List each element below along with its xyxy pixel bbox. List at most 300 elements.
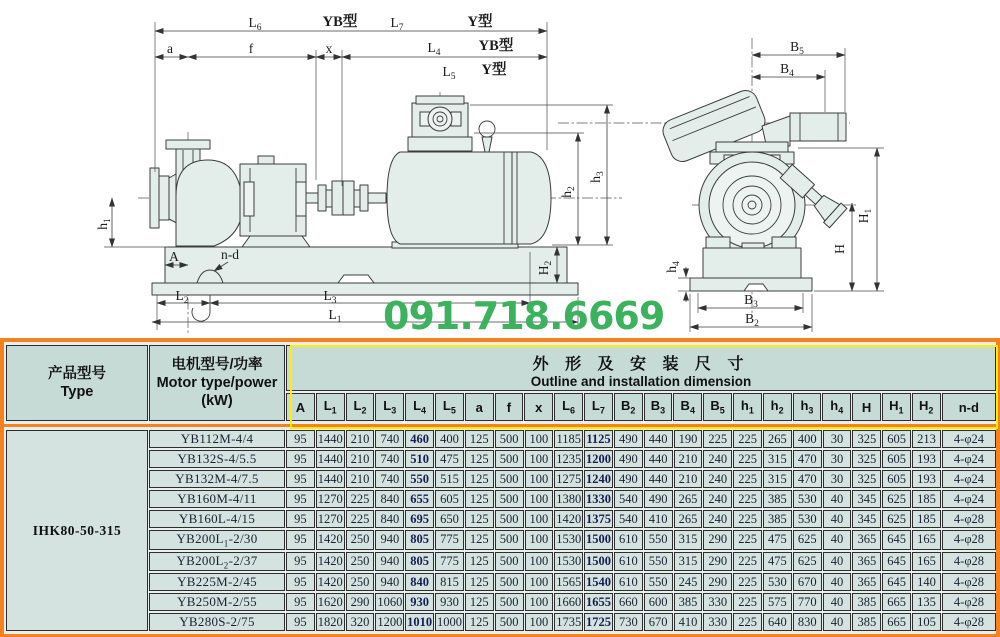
dim-value: 655: [405, 490, 434, 508]
dim-label-h2: $h_2$: [559, 186, 577, 198]
dim-value: 105: [912, 613, 941, 631]
column-header-h2: $H_2$: [912, 393, 941, 421]
dim-value: 40: [823, 593, 852, 611]
dim-value: 490: [644, 490, 673, 508]
dim-value: 645: [882, 530, 911, 550]
dim-value: 665: [882, 613, 911, 631]
motor-type-cell: YB132M-4/7.5: [149, 470, 285, 488]
dim-value: 240: [703, 510, 732, 528]
dim-value: 385: [763, 490, 792, 508]
dim-value: 345: [852, 510, 881, 528]
dim-value: 193: [912, 450, 941, 468]
dim-value: 540: [614, 490, 643, 508]
dim-value: 605: [435, 490, 464, 508]
dim-value: 315: [763, 470, 792, 488]
dim-value: 515: [435, 470, 464, 488]
type-header-zh: 产品型号: [48, 365, 106, 382]
column-header-l7: $L_7$: [584, 393, 613, 421]
dim-value: 550: [405, 470, 434, 488]
dim-value: 240: [703, 490, 732, 508]
dim-value: 265: [763, 430, 792, 448]
dim-value: 775: [435, 552, 464, 572]
dim-value: 770: [793, 593, 822, 611]
dim-value: 610: [614, 573, 643, 591]
dim-value: 30: [823, 430, 852, 448]
dim-value: 225: [703, 430, 732, 448]
dim-value: 930: [435, 593, 464, 611]
column-header-a: A: [286, 393, 315, 421]
dim-value: 410: [644, 510, 673, 528]
dim-value: 290: [703, 573, 732, 591]
dim-value: 225: [733, 490, 762, 508]
dim-value: 4-φ28: [942, 552, 996, 572]
motor-type-cell: $YB200L_2-2/37$: [149, 552, 285, 572]
column-header-h3: $h_3$: [793, 393, 822, 421]
column-header-n-d: n-d: [942, 393, 996, 421]
dim-value: 1565: [554, 573, 583, 591]
dim-value: 250: [346, 552, 375, 572]
dim-value: 330: [703, 593, 732, 611]
dim-value: 240: [703, 470, 732, 488]
dim-label-B3: $B_3$: [744, 292, 758, 310]
dim-value: 250: [346, 530, 375, 550]
dim-value: 210: [346, 430, 375, 448]
dim-label-x: x: [325, 41, 333, 56]
dim-value: 940: [375, 573, 404, 591]
dim-label-H: H: [832, 244, 847, 254]
dim-value: 1440: [316, 450, 345, 468]
dim-value: 100: [525, 573, 554, 591]
pump-casing: [176, 160, 242, 246]
pedestal-end: [703, 248, 801, 278]
dim-value: 500: [495, 470, 524, 488]
column-header-b5: $B_5$: [703, 393, 732, 421]
dim-value: 400: [793, 430, 822, 448]
dim-value: 210: [346, 470, 375, 488]
suction-flange: [150, 168, 159, 228]
dim-label-L7: $L_7$: [390, 15, 404, 33]
dim-value: 225: [733, 573, 762, 591]
table-row: [6, 593, 996, 611]
dim-value: 213: [912, 430, 941, 448]
table-row: [6, 490, 996, 508]
dim-value: 265: [674, 490, 703, 508]
dim-value: 125: [465, 613, 494, 631]
dim-value: 550: [644, 573, 673, 591]
dim-value: 100: [525, 552, 554, 572]
dim-value: 1420: [316, 573, 345, 591]
dim-value: 95: [286, 573, 315, 591]
dim-value: 100: [525, 613, 554, 631]
column-header-b3: $B_3$: [644, 393, 673, 421]
phone-watermark: 091.718.6669: [383, 294, 665, 338]
dim-label-B2: $B_2$: [745, 311, 759, 329]
motor-type-cell: YB280S-2/75: [149, 613, 285, 631]
outline-header-zh: 外 形 及 安 装 尺 寸: [532, 355, 750, 373]
dim-value: 500: [495, 430, 524, 448]
dim-label-B4: $B_4$: [780, 61, 794, 79]
dim-value: 225: [733, 450, 762, 468]
dim-value: 400: [435, 430, 464, 448]
discharge-flange: [166, 140, 210, 149]
dim-value: 670: [793, 573, 822, 591]
dim-value: 140: [912, 573, 941, 591]
dim-value: 670: [644, 613, 673, 631]
dim-value: 4-φ28: [942, 593, 996, 611]
dim-value: 365: [852, 552, 881, 572]
table-row: [6, 430, 996, 448]
dim-value: 1235: [554, 450, 583, 468]
dim-value: 245: [674, 573, 703, 591]
dim-value: 645: [882, 552, 911, 572]
motor-type-cell: YB160M-4/11: [149, 490, 285, 508]
motor-type-cell: $YB200L_1-2/30$: [149, 530, 285, 550]
dim-value: 1330: [584, 490, 613, 508]
dim-value: 30: [823, 450, 852, 468]
dim-value: 125: [465, 510, 494, 528]
dim-value: 695: [405, 510, 434, 528]
dim-value: 645: [882, 573, 911, 591]
dim-value: 730: [614, 613, 643, 631]
dim-value: 500: [495, 573, 524, 591]
dim-value: 440: [644, 430, 673, 448]
type-header-en: Type: [60, 384, 94, 400]
dimension-table-section: [0, 338, 1000, 637]
dim-value: 210: [346, 450, 375, 468]
dim-value: 125: [465, 552, 494, 572]
dim-value: 320: [346, 613, 375, 631]
motor-type-cell: YB225M-2/45: [149, 573, 285, 591]
dim-value: 210: [674, 450, 703, 468]
dim-value: 1420: [316, 530, 345, 550]
column-header-l4: $L_4$: [405, 393, 434, 421]
column-header-h2: $h_2$: [763, 393, 792, 421]
anchor-hook: [192, 295, 210, 321]
dim-value: 225: [733, 430, 762, 448]
dim-value: 1530: [554, 552, 583, 572]
dim-value: 40: [823, 613, 852, 631]
dim-value: 225: [346, 490, 375, 508]
dim-value: 1275: [554, 470, 583, 488]
values-table: [5, 428, 997, 633]
dim-value: 30: [823, 470, 852, 488]
motor-type-cell: YB132S-4/5.5: [149, 450, 285, 468]
dim-value: 225: [733, 593, 762, 611]
dim-value: 225: [733, 510, 762, 528]
dim-value: 1010: [405, 613, 434, 631]
dim-value: 940: [375, 552, 404, 572]
dim-value: 740: [375, 430, 404, 448]
dim-value: 840: [375, 510, 404, 528]
dim-value: 4-φ24: [942, 450, 996, 468]
dim-value: 100: [525, 510, 554, 528]
dim-value: 1200: [375, 613, 404, 631]
dim-value: 665: [882, 593, 911, 611]
dim-label-a: a: [167, 41, 173, 56]
pump-end-view: [558, 38, 858, 318]
dim-value: 4-φ24: [942, 430, 996, 448]
outline-dimension-header: [286, 345, 996, 391]
dim-value: 500: [495, 450, 524, 468]
dim-value: 775: [435, 530, 464, 550]
dim-value: 95: [286, 552, 315, 572]
dim-label-f: f: [248, 41, 254, 56]
dim-value: 490: [614, 470, 643, 488]
dim-value: 440: [644, 450, 673, 468]
dim-value: 385: [852, 593, 881, 611]
dim-value: 470: [793, 470, 822, 488]
dim-value: 500: [495, 530, 524, 550]
dim-label-B5: $B_5$: [790, 39, 804, 57]
dim-label-Y: Y型: [467, 14, 493, 30]
column-header-h1: $H_1$: [882, 393, 911, 421]
dim-value: 100: [525, 450, 554, 468]
dim-value: 500: [495, 593, 524, 611]
column-header-l2: $L_2$: [346, 393, 375, 421]
column-header-l3: $L_3$: [375, 393, 404, 421]
dim-value: 460: [405, 430, 434, 448]
dim-value: 550: [644, 552, 673, 572]
dim-value: 1735: [554, 613, 583, 631]
dim-label-YB: YB型: [478, 38, 514, 54]
dim-value: 40: [823, 510, 852, 528]
dim-value: 4-φ24: [942, 490, 996, 508]
dim-value: 315: [674, 552, 703, 572]
dim-value: 315: [763, 450, 792, 468]
dim-value: 640: [763, 613, 792, 631]
dim-value: 210: [674, 470, 703, 488]
column-header-l6: $L_6$: [554, 393, 583, 421]
dim-value: 475: [435, 450, 464, 468]
dim-value: 330: [703, 613, 732, 631]
dim-label-h1: $h_1$: [95, 218, 113, 230]
coupling: [318, 181, 368, 215]
fan-cover: [512, 152, 551, 244]
dim-value: 805: [405, 552, 434, 572]
dim-value: 1270: [316, 490, 345, 508]
table-row: [6, 552, 996, 572]
dim-value: 1655: [584, 593, 613, 611]
dim-value: 125: [465, 450, 494, 468]
dim-value: 325: [852, 470, 881, 488]
motor-header: [149, 345, 285, 421]
dim-value: 740: [375, 470, 404, 488]
dim-value: 4-φ28: [942, 613, 996, 631]
motor-type-cell: YB160L-4/15: [149, 510, 285, 528]
dim-value: 490: [614, 430, 643, 448]
dim-value: 95: [286, 450, 315, 468]
dim-value: 625: [793, 530, 822, 550]
dim-value: 575: [763, 593, 792, 611]
dim-label-L3: $L_3$: [323, 288, 337, 306]
dim-value: 1270: [316, 510, 345, 528]
header-table: [5, 343, 997, 423]
column-header-l5: $L_5$: [435, 393, 464, 421]
dim-value: 100: [525, 470, 554, 488]
dim-value: 410: [674, 613, 703, 631]
column-header-b2: $B_2$: [614, 393, 643, 421]
column-header-h1: $h_1$: [733, 393, 762, 421]
dim-value: 125: [465, 490, 494, 508]
dim-value: 125: [465, 530, 494, 550]
motor-header-en: Motor type/power: [156, 374, 278, 391]
dim-value: 250: [346, 573, 375, 591]
dim-value: 530: [763, 573, 792, 591]
dim-label-L4: $L_4$: [427, 40, 441, 58]
dim-value: 1820: [316, 613, 345, 631]
dim-value: 1185: [554, 430, 583, 448]
dim-value: 40: [823, 552, 852, 572]
dim-value: 1500: [584, 530, 613, 550]
dim-value: 290: [703, 530, 732, 550]
dim-value: 1660: [554, 593, 583, 611]
dim-value: 470: [793, 450, 822, 468]
dim-value: 1380: [554, 490, 583, 508]
dim-value: 1125: [584, 430, 613, 448]
column-header-f: f: [495, 393, 524, 421]
dim-label-L6: $L_6$: [248, 15, 262, 33]
column-header-a: a: [465, 393, 494, 421]
dim-value: 345: [852, 490, 881, 508]
dim-value: 605: [882, 430, 911, 448]
dim-value: 600: [644, 593, 673, 611]
dim-value: 125: [465, 573, 494, 591]
dim-value: 610: [614, 530, 643, 550]
dim-value: 475: [763, 552, 792, 572]
dim-value: 240: [703, 450, 732, 468]
dim-value: 550: [644, 530, 673, 550]
dim-label-H2: $H_2$: [536, 260, 554, 276]
dim-label-A: A: [169, 249, 179, 264]
dim-value: 125: [465, 470, 494, 488]
dim-value: 225: [733, 470, 762, 488]
dim-value: 185: [912, 490, 941, 508]
terminal-box: [408, 96, 472, 151]
dim-value: 135: [912, 593, 941, 611]
dim-value: 40: [823, 530, 852, 550]
dim-value: 475: [763, 530, 792, 550]
dim-value: 95: [286, 490, 315, 508]
dim-value: 290: [703, 552, 732, 572]
dim-value: 930: [405, 593, 434, 611]
dim-value: 650: [435, 510, 464, 528]
dim-value: 100: [525, 430, 554, 448]
dim-label-L1: $L_1$: [328, 307, 342, 325]
dim-label-Y: Y型: [481, 62, 507, 78]
dim-value: 165: [912, 530, 941, 550]
dim-value: 625: [882, 490, 911, 508]
motor-header-unit: (kW): [201, 393, 233, 410]
dim-value: 1500: [584, 552, 613, 572]
dim-value: 4-φ28: [942, 530, 996, 550]
outline-header-en: Outline and installation dimension: [530, 373, 752, 389]
table-row: [6, 573, 996, 591]
dim-value: 385: [852, 613, 881, 631]
dim-value: 100: [525, 530, 554, 550]
dim-value: 1440: [316, 430, 345, 448]
dim-value: 325: [852, 450, 881, 468]
dim-value: 4-φ28: [942, 510, 996, 528]
dim-value: 1420: [554, 510, 583, 528]
dim-value: 315: [674, 530, 703, 550]
dim-value: 1240: [584, 470, 613, 488]
dim-value: 660: [614, 593, 643, 611]
dim-value: 830: [793, 613, 822, 631]
dim-value: 1540: [584, 573, 613, 591]
dim-value: 1420: [316, 552, 345, 572]
motor-header-zh: 电机型号/功率: [171, 356, 263, 373]
dim-value: 500: [495, 510, 524, 528]
dim-value: 225: [346, 510, 375, 528]
dim-value: 100: [525, 593, 554, 611]
dim-value: 125: [465, 593, 494, 611]
dim-value: 840: [375, 490, 404, 508]
dim-label-L2: $L_2$: [175, 288, 189, 306]
dim-value: 1725: [584, 613, 613, 631]
dim-label-h3: $h_3$: [588, 171, 606, 183]
dim-value: 225: [733, 530, 762, 550]
dim-value: 40: [823, 573, 852, 591]
dim-value: 540: [614, 510, 643, 528]
dim-value: 1440: [316, 470, 345, 488]
table-row: [6, 450, 996, 468]
table-row: [6, 530, 996, 550]
dim-value: 440: [644, 470, 673, 488]
dim-label-h4: $h_4$: [664, 261, 682, 273]
dim-value: 265: [674, 510, 703, 528]
dim-value: 365: [852, 530, 881, 550]
dim-value: 165: [912, 552, 941, 572]
dim-value: 225: [733, 552, 762, 572]
dim-value: 510: [405, 450, 434, 468]
dim-value: 1200: [584, 450, 613, 468]
table-header-block: [4, 342, 996, 424]
dim-label-YB: YB型: [322, 14, 358, 30]
dim-value: 625: [793, 552, 822, 572]
dim-value: 605: [882, 470, 911, 488]
dim-value: 840: [405, 573, 434, 591]
dim-value: 490: [614, 450, 643, 468]
dim-value: 95: [286, 593, 315, 611]
dim-value: 95: [286, 430, 315, 448]
column-header-h4: $h_4$: [822, 393, 851, 421]
dim-label-L5: $L_5$: [442, 64, 456, 82]
dim-value: 500: [495, 490, 524, 508]
table-body-block: [4, 427, 996, 634]
dim-value: 500: [495, 613, 524, 631]
dim-value: 1060: [375, 593, 404, 611]
dim-value: 95: [286, 613, 315, 631]
type-header: [6, 345, 148, 421]
dim-value: 1620: [316, 593, 345, 611]
dim-value: 40: [823, 490, 852, 508]
dim-value: 530: [793, 510, 822, 528]
dim-value: 500: [495, 552, 524, 572]
dim-value: 4-φ28: [942, 573, 996, 591]
dim-value: 815: [435, 573, 464, 591]
table-row: [6, 470, 996, 488]
dim-value: 95: [286, 470, 315, 488]
dim-value: 1530: [554, 530, 583, 550]
pump-type-cell: IHK80-50-315: [6, 430, 148, 631]
dim-value: 95: [286, 530, 315, 550]
column-header-b4: $B_4$: [673, 393, 702, 421]
dim-value: 1375: [584, 510, 613, 528]
dim-value: 805: [405, 530, 434, 550]
dim-value: 4-φ24: [942, 470, 996, 488]
dim-label-n-d: n-d: [221, 247, 239, 262]
dim-value: 385: [763, 510, 792, 528]
